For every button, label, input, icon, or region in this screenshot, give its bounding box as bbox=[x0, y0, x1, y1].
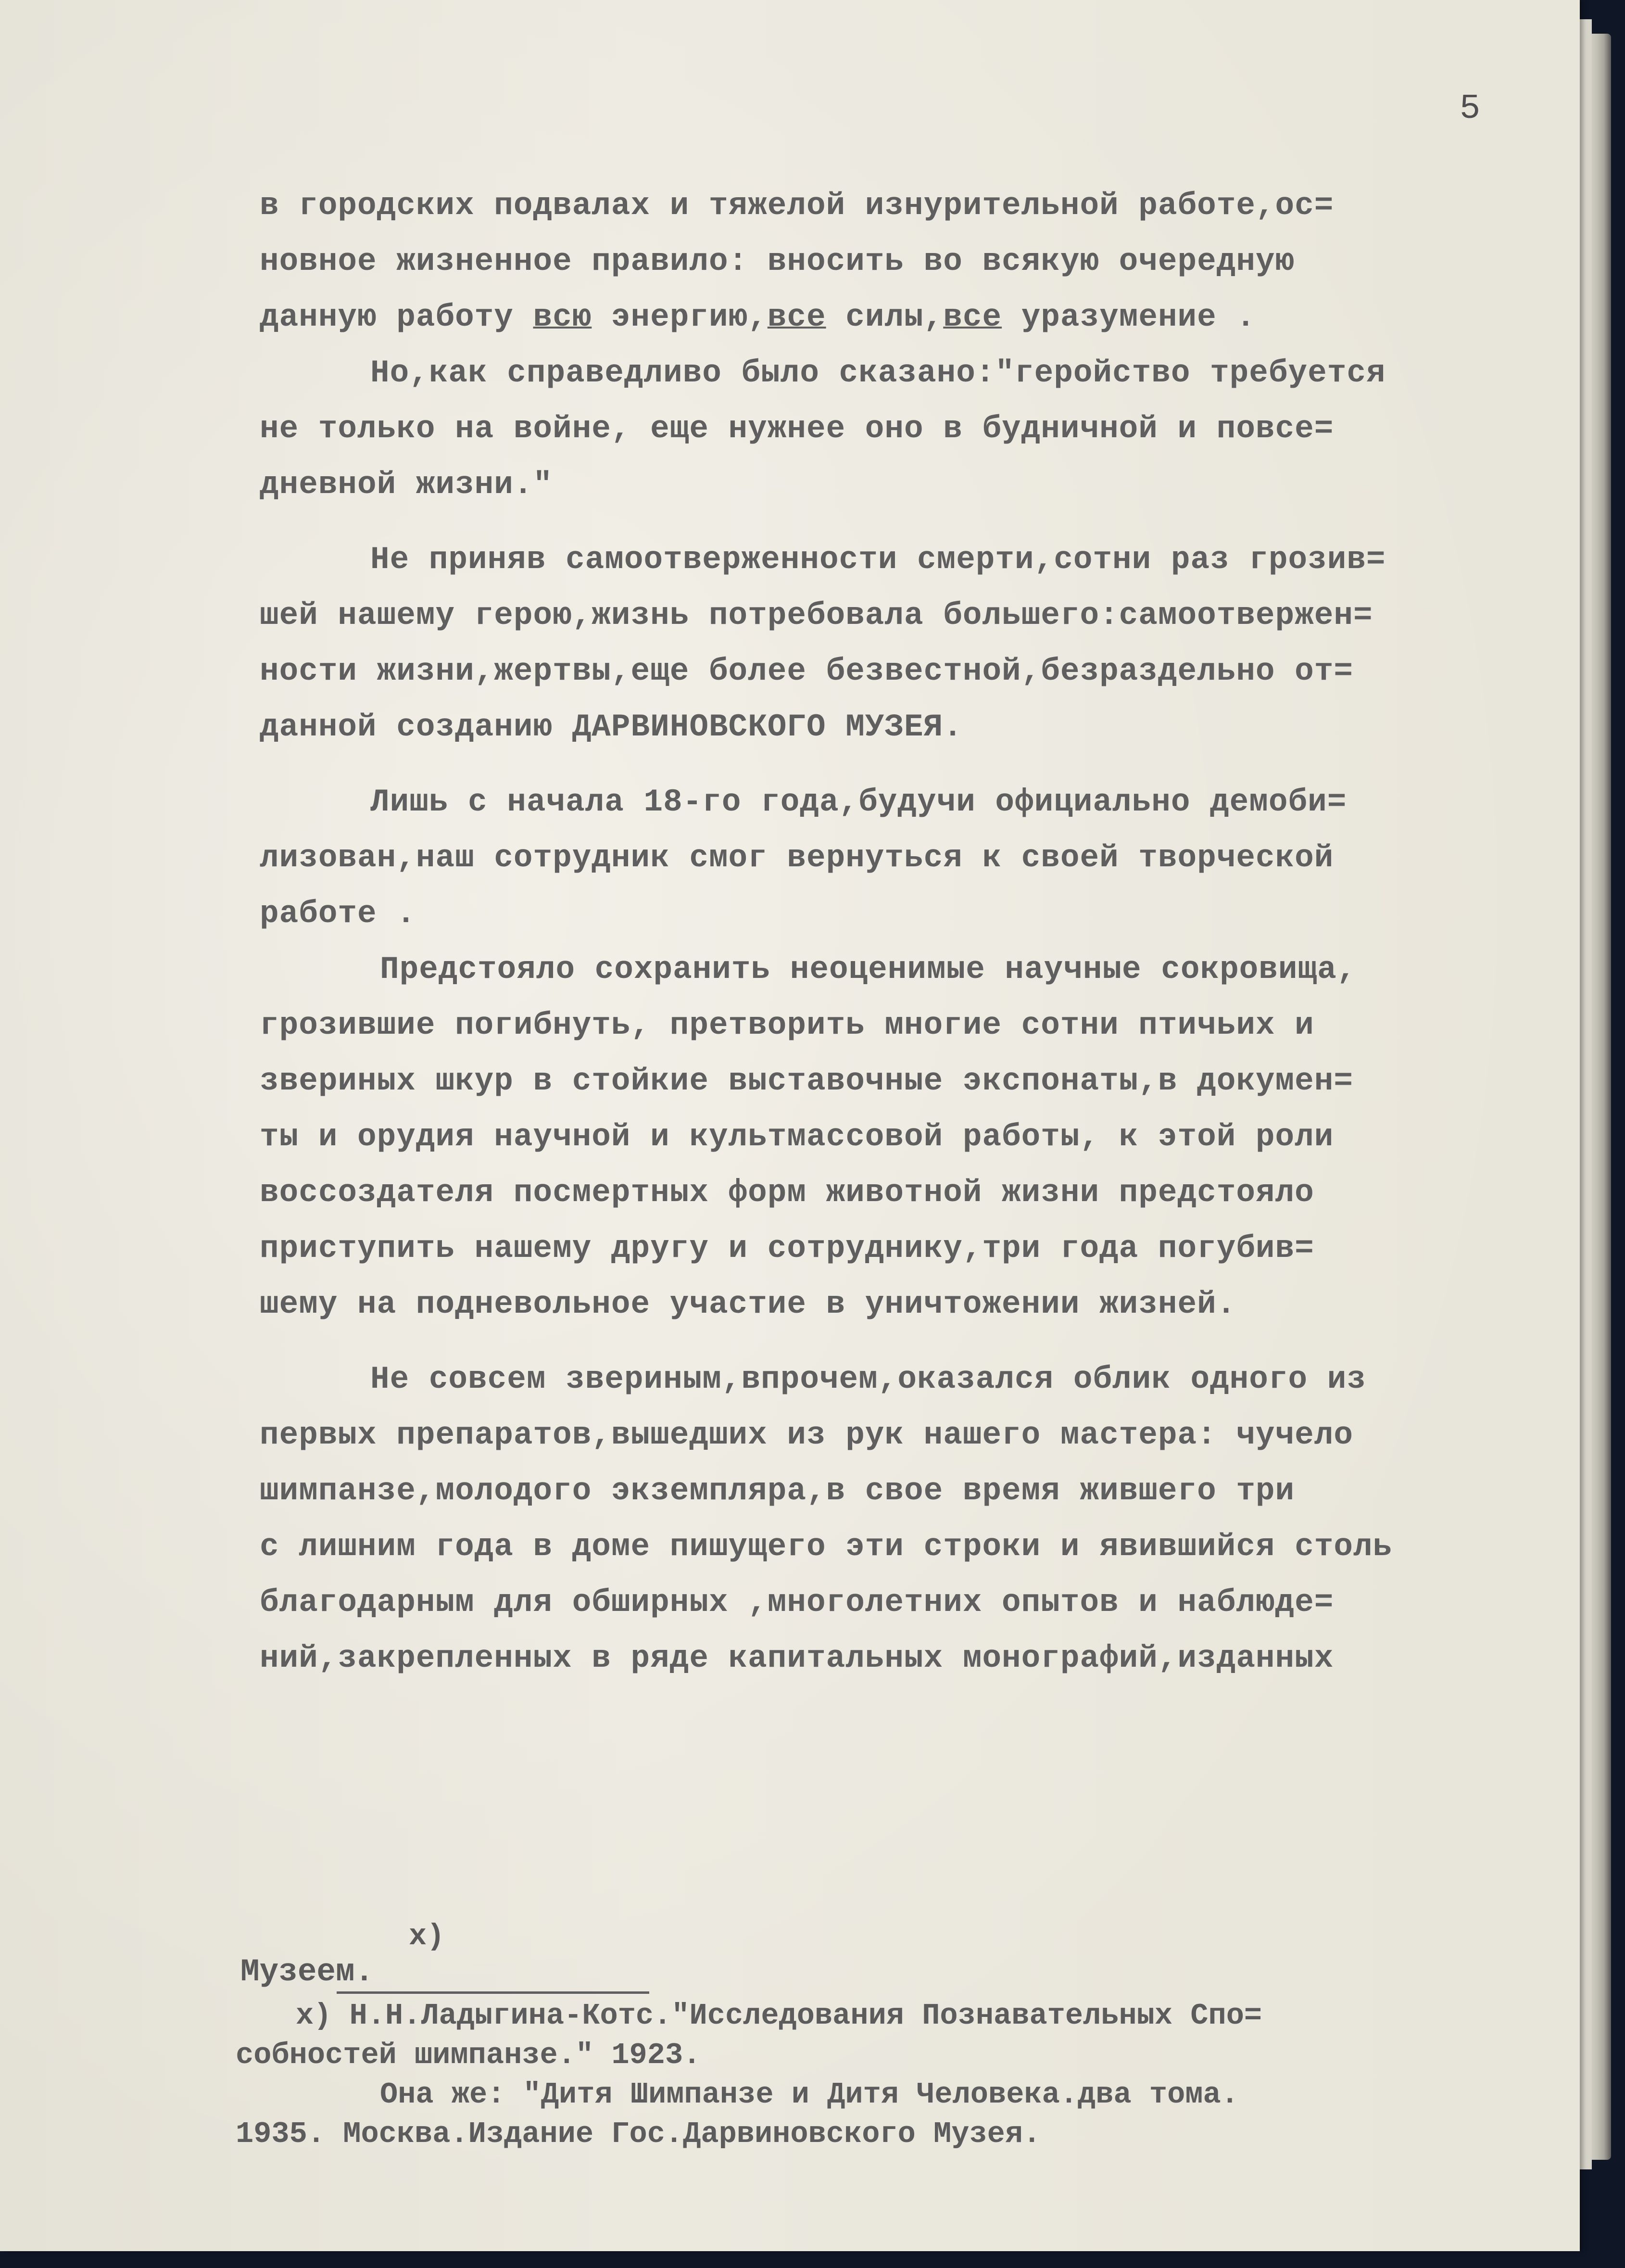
text-segment: энергию, bbox=[592, 299, 768, 335]
text-segment: данную работу bbox=[260, 299, 533, 335]
text-line: не только на войне, еще нужнее оно в будничной и повсе= bbox=[260, 411, 1334, 447]
text-line: данной созданию ДАРВИНОВСКОГО МУЗЕЯ. bbox=[260, 709, 963, 745]
text-line: работе . bbox=[260, 896, 416, 932]
footnote-rule bbox=[337, 1991, 649, 1994]
text-line: Предстояло сохранить неоценимые научные сокровища, bbox=[380, 951, 1357, 988]
text-line: звериных шкур в стойкие выставочные экспонаты,в докумен= bbox=[260, 1063, 1353, 1099]
footnotes bbox=[236, 1996, 1510, 2154]
paragraph-5 bbox=[260, 942, 1491, 1332]
underlined-word: все bbox=[767, 299, 826, 335]
text-line: в городских подвалах и тяжелой изнурительной работе,ос= bbox=[260, 188, 1334, 224]
text-line: Но,как справедливо было сказано:"геройство требуется bbox=[370, 355, 1386, 391]
text-line: лизован,наш сотрудник смог вернуться к своей творческой bbox=[260, 840, 1334, 876]
text-line: грозившие погибнуть, претворить многие сотни птичьих и bbox=[260, 1007, 1314, 1043]
text-line: приступить нашему другу и сотруднику,три года погубив= bbox=[260, 1230, 1314, 1267]
text-line: благодарным для обширных ,многолетних опытов и наблюде= bbox=[260, 1584, 1334, 1621]
paragraph-4 bbox=[260, 774, 1491, 942]
text-line: шему на подневольное участие в уничтожении жизней. bbox=[260, 1286, 1236, 1322]
text-line: дневной жизни." bbox=[260, 467, 553, 503]
text-line: первых препаратов,вышедших из рук нашего мастера: чучело bbox=[260, 1417, 1353, 1453]
text-line: с лишним года в доме пишущего эти строки и явившийся столь bbox=[260, 1529, 1393, 1565]
paragraph-3 bbox=[260, 532, 1491, 755]
text-line: воссоздателя посмертных форм животной жизни предстояло bbox=[260, 1175, 1314, 1211]
footnote-line: Она же: "Дитя Шимпанзе и Дитя Человека.два тома. bbox=[380, 2078, 1239, 2112]
text-line-last: Музеем. bbox=[240, 1954, 374, 1990]
text-line: Не приняв самоотверженности смерти,сотни раз грозив= bbox=[370, 542, 1386, 578]
text-line: шей нашему герою,жизнь потребовала большего:самоотвержен= bbox=[260, 597, 1373, 634]
paragraph-2 bbox=[260, 345, 1491, 513]
text-line: шимпанзе,молодого экземпляра,в свое время жившего три bbox=[260, 1473, 1295, 1509]
text-line: новное жизненное правило: вносить во всякую очередную bbox=[260, 243, 1295, 279]
underlined-word: всю bbox=[533, 299, 592, 335]
text-segment: силы, bbox=[826, 299, 944, 335]
footnote-marker: x) bbox=[409, 1919, 445, 1953]
text-line: Не совсем звериным,впрочем,оказался облик одного из bbox=[370, 1361, 1366, 1397]
body-text bbox=[260, 178, 1491, 1686]
paragraph-1 bbox=[260, 178, 1491, 345]
page-number: 5 bbox=[1460, 89, 1481, 128]
text-segment: уразумение . bbox=[1002, 299, 1256, 335]
footnote-line: 1935. Москва.Издание Гос.Дарвиновского Музея. bbox=[236, 2117, 1041, 2151]
text-line: Лишь с начала 18-го года,будучи официально демоби= bbox=[370, 784, 1347, 820]
footnote-line: x) Н.Н.Ладыгина-Котс."Исследования Познавательных Спо= bbox=[296, 1999, 1262, 2033]
text-line: ности жизни,жертвы,еще более безвестной,безраздельно от= bbox=[260, 653, 1353, 689]
text-line: ты и орудия научной и культмассовой работы, к этой роли bbox=[260, 1119, 1334, 1155]
text-line: ний,закрепленных в ряде капитальных монографий,изданных bbox=[260, 1640, 1334, 1676]
footnote-line: собностей шимпанзе." 1923. bbox=[236, 2038, 701, 2072]
text-line bbox=[260, 290, 1491, 345]
underlined-word: все bbox=[943, 299, 1002, 335]
paragraph-6 bbox=[260, 1352, 1491, 1686]
